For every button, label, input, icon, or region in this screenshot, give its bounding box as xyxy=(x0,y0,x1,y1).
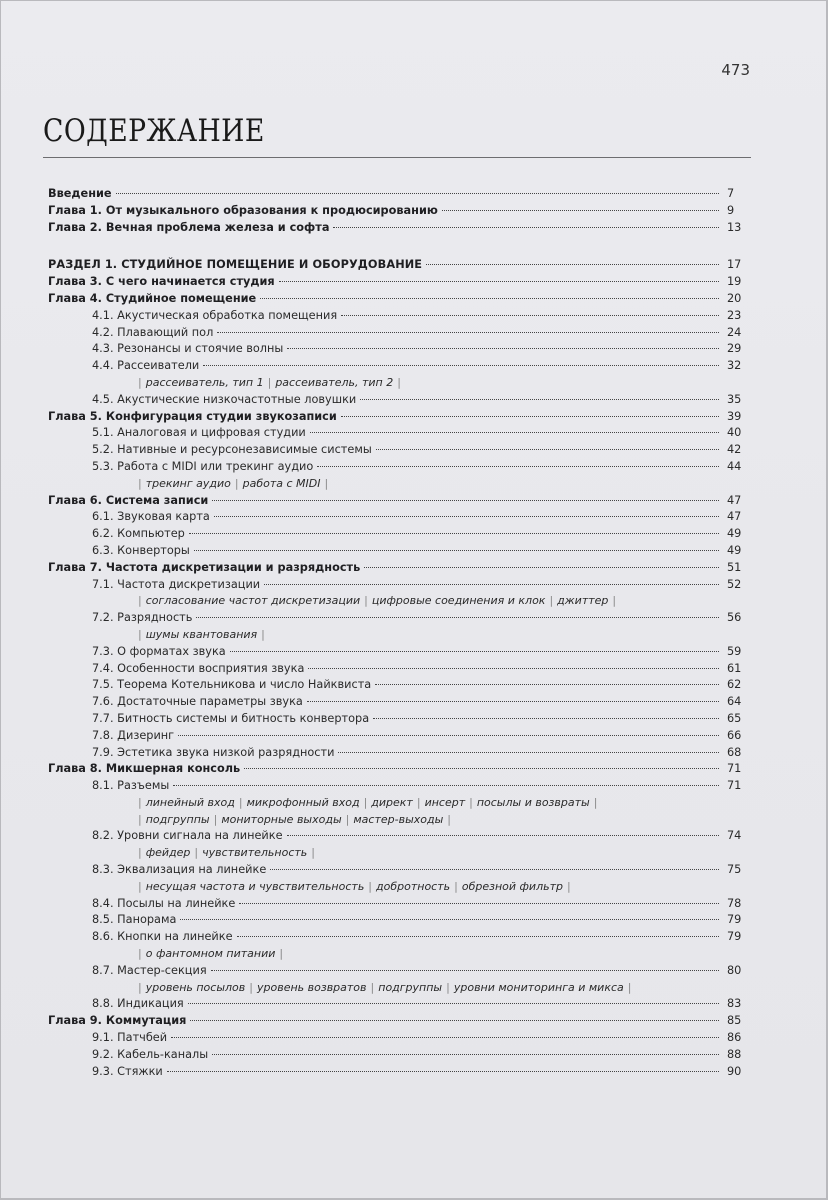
toc-entry-title: 4.4. Рассеиватели xyxy=(92,359,200,373)
dot-leader xyxy=(194,549,719,551)
toc-chapter-entry[interactable] xyxy=(48,291,751,308)
table-of-contents xyxy=(48,186,751,1080)
separator-bar: | xyxy=(612,594,617,608)
toc-entry-title: Глава 6. Система записи xyxy=(48,493,209,507)
toc-topic: несущая частота и чувствительность xyxy=(145,879,365,893)
separator-bar: | xyxy=(194,846,199,860)
dot-leader xyxy=(212,499,719,501)
toc-page-number: 86 xyxy=(727,1031,742,1045)
toc-topic: уровень возвратов xyxy=(256,980,367,994)
toc-topics-line xyxy=(48,946,751,963)
toc-entry-title: РАЗДЕЛ 1. СТУДИЙНОЕ ПОМЕЩЕНИЕ И ОБОРУДОВАНИЕ xyxy=(48,258,423,272)
separator-bar: | xyxy=(138,846,142,860)
toc-page-number: 47 xyxy=(727,493,742,507)
dot-leader xyxy=(212,1053,719,1055)
separator-bar: | xyxy=(397,375,401,389)
toc-page-number: 39 xyxy=(727,409,742,423)
separator-bar: | xyxy=(249,980,253,994)
separator-bar: | xyxy=(138,594,142,608)
toc-topic: мастер-выходы xyxy=(353,812,444,826)
dot-leader xyxy=(180,918,719,920)
separator-bar: | xyxy=(238,795,243,809)
toc-topic: уровни мониторинга и микса xyxy=(453,980,624,994)
toc-section-entry[interactable] xyxy=(48,896,751,913)
toc-section-entry[interactable] xyxy=(48,1064,751,1081)
dot-leader xyxy=(360,398,719,400)
toc-page-number: 19 xyxy=(727,275,742,289)
separator-bar: | xyxy=(267,375,272,389)
toc-page-number: 59 xyxy=(727,644,742,658)
toc-page-number: 23 xyxy=(727,308,742,322)
toc-section-entry[interactable] xyxy=(48,425,751,442)
toc-topic: о фантомном питании xyxy=(145,947,276,961)
dot-leader xyxy=(341,314,719,316)
toc-topic: цифровые соединения и клок xyxy=(371,594,546,608)
toc-page-number: 65 xyxy=(727,711,742,725)
toc-entry-title: 8.8. Индикация xyxy=(92,997,184,1011)
toc-entry-title: 4.1. Акустическая обработка помещения xyxy=(92,308,338,322)
dot-leader xyxy=(214,515,719,517)
toc-section-entry[interactable] xyxy=(48,694,751,711)
toc-chapter-entry[interactable] xyxy=(48,203,751,220)
toc-topic: подгруппы xyxy=(145,812,210,826)
toc-page-number: 74 xyxy=(727,829,742,843)
dot-leader xyxy=(190,1019,719,1021)
toc-section-entry[interactable] xyxy=(48,862,751,879)
toc-page-number: 24 xyxy=(727,325,742,339)
toc-topic: шумы квантования xyxy=(145,627,258,641)
page-title: СОДЕРЖАНИЕ xyxy=(43,113,265,149)
toc-page-number: 85 xyxy=(727,1014,742,1028)
dot-leader xyxy=(244,767,719,769)
toc-topic: джиттер xyxy=(557,594,609,608)
toc-topics-line xyxy=(48,627,751,644)
separator-bar: | xyxy=(416,795,421,809)
toc-page-number: 71 xyxy=(727,762,742,776)
toc-page-number: 40 xyxy=(727,426,742,440)
toc-entry-title: Глава 8. Микшерная консоль xyxy=(48,762,241,776)
toc-topics-line xyxy=(48,375,751,392)
toc-chapter-entry[interactable] xyxy=(48,409,751,426)
separator-bar: | xyxy=(368,879,373,893)
separator-bar: | xyxy=(213,812,218,826)
toc-entry-title: 8.1. Разъемы xyxy=(92,779,170,793)
toc-page-number: 78 xyxy=(727,896,742,910)
dot-leader xyxy=(270,868,719,870)
toc-page-number: 29 xyxy=(727,342,742,356)
toc-section-entry[interactable] xyxy=(48,442,751,459)
separator-bar: | xyxy=(566,879,571,893)
toc-page-number: 64 xyxy=(727,695,742,709)
toc-page-number: 88 xyxy=(727,1047,742,1061)
toc-topic: посылы и возвраты xyxy=(476,795,590,809)
dot-leader xyxy=(260,297,719,299)
toc-entry-title: 6.3. Конверторы xyxy=(92,543,190,557)
dot-leader xyxy=(333,226,719,228)
toc-section-entry[interactable] xyxy=(48,996,751,1013)
toc-page-number: 42 xyxy=(727,443,742,457)
dot-leader xyxy=(171,1036,719,1038)
dot-leader xyxy=(230,650,719,652)
toc-chapter-entry[interactable] xyxy=(48,761,751,778)
separator-bar: | xyxy=(454,879,458,893)
toc-section-entry[interactable] xyxy=(48,929,751,946)
dot-leader xyxy=(167,1070,719,1072)
dot-leader xyxy=(264,583,719,585)
dot-leader xyxy=(189,532,719,534)
toc-section-entry[interactable] xyxy=(48,610,751,627)
separator-bar: | xyxy=(363,795,368,809)
toc-page-number: 79 xyxy=(727,930,742,944)
toc-entry-title: Глава 1. От музыкального образования к продюсированию xyxy=(48,203,438,217)
toc-section-entry[interactable] xyxy=(48,728,751,745)
separator-bar: | xyxy=(370,980,375,994)
separator-bar: | xyxy=(446,980,450,994)
toc-page-number: 13 xyxy=(727,220,742,234)
toc-entry-title: 4.2. Плавающий пол xyxy=(92,325,214,339)
toc-section-entry[interactable] xyxy=(48,1030,751,1047)
toc-topics-line xyxy=(48,795,751,812)
separator-bar: | xyxy=(138,476,142,490)
toc-section-entry[interactable] xyxy=(48,912,751,929)
dot-leader xyxy=(442,209,719,211)
toc-page-number: 61 xyxy=(727,661,742,675)
separator-bar: | xyxy=(138,795,142,809)
separator-bar: | xyxy=(364,594,368,608)
toc-section-entry[interactable] xyxy=(48,661,751,678)
toc-chapter-entry[interactable] xyxy=(48,220,751,237)
toc-topics-line xyxy=(48,593,751,610)
toc-section-entry[interactable] xyxy=(48,677,751,694)
dot-leader xyxy=(373,717,719,719)
toc-topic: обрезной фильтр xyxy=(461,879,563,893)
separator-bar: | xyxy=(311,846,315,860)
separator-bar: | xyxy=(593,795,598,809)
toc-page-number: 9 xyxy=(727,203,735,217)
toc-topic: рассеиватель, тип 2 xyxy=(275,375,394,389)
toc-page-number: 52 xyxy=(727,577,742,591)
toc-page-number: 49 xyxy=(727,527,742,541)
toc-page-number: 47 xyxy=(727,510,742,524)
toc-entry-title: 4.3. Резонансы и стоячие волны xyxy=(92,342,284,356)
dot-leader xyxy=(279,280,719,282)
toc-topics-line xyxy=(48,476,751,493)
toc-entry-title: 7.1. Частота дискретизации xyxy=(92,577,261,591)
toc-topic: работа с MIDI xyxy=(242,476,321,490)
toc-topic: чувствительность xyxy=(202,846,308,860)
toc-section-entry[interactable] xyxy=(48,392,751,409)
dot-leader xyxy=(237,935,719,937)
toc-topic: инсерт xyxy=(424,795,466,809)
toc-topic: согласование частот дискретизации xyxy=(145,594,361,608)
toc-topic: микрофонный вход xyxy=(246,795,360,809)
toc-section-entry[interactable] xyxy=(48,543,751,560)
toc-section-entry[interactable] xyxy=(48,509,751,526)
toc-entry-title: 5.2. Нативные и ресурсонезависимые системы xyxy=(92,443,372,457)
toc-entry-title: Глава 2. Вечная проблема железа и софта xyxy=(48,220,330,234)
toc-topic: подгруппы xyxy=(378,980,443,994)
separator-bar: | xyxy=(469,795,473,809)
toc-entry-title: 7.3. О форматах звука xyxy=(92,644,226,658)
toc-topic: директ xyxy=(371,795,413,809)
separator-bar: | xyxy=(627,980,632,994)
toc-entry-title: 7.8. Дизеринг xyxy=(92,728,175,742)
toc-spacer xyxy=(48,236,751,257)
toc-part-entry[interactable] xyxy=(48,257,751,274)
toc-entry-title: Глава 3. С чего начинается студия xyxy=(48,275,275,289)
title-divider xyxy=(43,157,751,158)
toc-page-number: 83 xyxy=(727,997,742,1011)
toc-page-number: 51 xyxy=(727,560,742,574)
separator-bar: | xyxy=(447,812,452,826)
dot-leader xyxy=(203,364,719,366)
separator-bar: | xyxy=(324,476,329,490)
toc-entry-title: 7.4. Особенности восприятия звука xyxy=(92,661,305,675)
separator-bar: | xyxy=(138,879,142,893)
toc-entry-title: 9.2. Кабель-каналы xyxy=(92,1047,209,1061)
toc-topic: фейдер xyxy=(145,846,191,860)
dot-leader xyxy=(310,431,719,433)
toc-entry-title: 8.6. Кнопки на линейке xyxy=(92,930,233,944)
book-page xyxy=(1,1,826,1198)
separator-bar: | xyxy=(138,812,142,826)
toc-chapter-entry[interactable] xyxy=(48,493,751,510)
toc-entry-title: 6.2. Компьютер xyxy=(92,527,185,541)
toc-section-entry[interactable] xyxy=(48,711,751,728)
toc-page-number: 90 xyxy=(727,1064,742,1078)
toc-page-number: 35 xyxy=(727,392,742,406)
toc-topics-line xyxy=(48,980,751,997)
toc-chapter-entry[interactable] xyxy=(48,560,751,577)
toc-entry-title: 7.2. Разрядность xyxy=(92,611,193,625)
toc-topics-line xyxy=(48,879,751,896)
toc-topic: линейный вход xyxy=(145,795,235,809)
toc-page-number: 32 xyxy=(727,359,742,373)
toc-entry-title: 8.2. Уровни сигнала на линейке xyxy=(92,829,283,843)
toc-section-entry[interactable] xyxy=(48,459,751,476)
toc-topic: трекинг аудио xyxy=(145,476,231,490)
dot-leader xyxy=(308,667,719,669)
toc-entry-title: 7.5. Теорема Котельникова и число Найквиста xyxy=(92,678,372,692)
dot-leader xyxy=(341,415,719,417)
toc-entry-title: 8.5. Панорама xyxy=(92,913,177,927)
toc-page-number: 49 xyxy=(727,543,742,557)
separator-bar: | xyxy=(138,947,142,961)
toc-section-entry[interactable] xyxy=(48,1047,751,1064)
dot-leader xyxy=(178,734,719,736)
toc-entry-title: Введение xyxy=(48,187,112,200)
toc-topics-line xyxy=(48,845,751,862)
dot-leader xyxy=(239,902,719,904)
toc-page-number: 20 xyxy=(727,291,742,305)
separator-bar: | xyxy=(261,627,265,641)
toc-topic: добротность xyxy=(376,879,451,893)
dot-leader xyxy=(426,263,719,265)
toc-entry-title: Глава 4. Студийное помещение xyxy=(48,291,257,305)
toc-page-number: 68 xyxy=(727,745,742,759)
toc-entry-title: Глава 5. Конфигурация студии звукозаписи xyxy=(48,409,337,423)
toc-page-number: 56 xyxy=(727,611,742,625)
dot-leader xyxy=(338,751,719,753)
separator-bar: | xyxy=(279,947,284,961)
toc-page-number: 62 xyxy=(727,678,742,692)
toc-entry-title: Глава 9. Коммутация xyxy=(48,1014,187,1028)
toc-entry-title: 8.3. Эквализация на линейке xyxy=(92,863,267,877)
toc-entry-title: 5.1. Аналоговая и цифровая студии xyxy=(92,426,306,440)
toc-section-entry[interactable] xyxy=(48,325,751,342)
dot-leader xyxy=(307,700,719,702)
toc-page-number: 75 xyxy=(727,863,742,877)
separator-bar: | xyxy=(549,594,554,608)
toc-topic: уровень посылов xyxy=(145,980,246,994)
toc-entry-title: 8.4. Посылы на линейке xyxy=(92,896,236,910)
separator-bar: | xyxy=(138,627,142,641)
dot-leader xyxy=(217,331,719,333)
toc-page-number: 17 xyxy=(727,258,742,272)
dot-leader xyxy=(364,566,719,568)
toc-section-entry[interactable] xyxy=(48,358,751,375)
dot-leader xyxy=(287,834,719,836)
dot-leader xyxy=(317,465,719,467)
toc-page-number: 71 xyxy=(727,779,742,793)
dot-leader xyxy=(196,616,719,618)
toc-section-entry[interactable] xyxy=(48,745,751,762)
toc-entry-title: 7.7. Битность системы и битность конвертора xyxy=(92,711,370,725)
dot-leader xyxy=(188,1002,719,1004)
toc-chapter-entry[interactable] xyxy=(48,186,751,203)
toc-entry-title: 5.3. Работа с MIDI или трекинг аудио xyxy=(92,459,314,473)
dot-leader xyxy=(376,448,719,450)
separator-bar: | xyxy=(234,476,239,490)
toc-topics-line xyxy=(48,812,751,829)
toc-section-entry[interactable] xyxy=(48,341,751,358)
dot-leader xyxy=(211,969,719,971)
toc-entry-title: 7.9. Эстетика звука низкой разрядности xyxy=(92,745,335,759)
toc-entry-title: 4.5. Акустические низкочастотные ловушки xyxy=(92,392,357,406)
toc-topic: рассеиватель, тип 1 xyxy=(145,375,264,389)
separator-bar: | xyxy=(138,375,142,389)
page-number: 473 xyxy=(721,61,750,79)
toc-section-entry[interactable] xyxy=(48,308,751,325)
toc-section-entry[interactable] xyxy=(48,778,751,795)
toc-section-entry[interactable] xyxy=(48,828,751,845)
toc-page-number: 79 xyxy=(727,913,742,927)
toc-section-entry[interactable] xyxy=(48,526,751,543)
toc-entry-title: 6.1. Звуковая карта xyxy=(92,510,210,524)
toc-entry-title: 7.6. Достаточные параметры звука xyxy=(92,695,303,709)
separator-bar: | xyxy=(138,980,142,994)
toc-entry-title: 8.7. Мастер-секция xyxy=(92,963,207,977)
toc-entry-title: Глава 7. Частота дискретизации и разрядность xyxy=(48,560,361,574)
toc-page-number: 7 xyxy=(727,187,735,200)
toc-chapter-entry[interactable] xyxy=(48,1013,751,1030)
dot-leader xyxy=(116,192,719,194)
separator-bar: | xyxy=(345,812,350,826)
dot-leader xyxy=(375,683,719,685)
toc-entry-title: 9.1. Патчбей xyxy=(92,1031,168,1045)
toc-section-entry[interactable] xyxy=(48,577,751,594)
toc-chapter-entry[interactable] xyxy=(48,274,751,291)
toc-page-number: 44 xyxy=(727,459,742,473)
toc-topic: мониторные выходы xyxy=(221,812,342,826)
dot-leader xyxy=(173,784,719,786)
toc-page-number: 80 xyxy=(727,963,742,977)
toc-entry-title: 9.3. Стяжки xyxy=(92,1064,163,1078)
toc-section-entry[interactable] xyxy=(48,644,751,661)
toc-page-number: 66 xyxy=(727,728,742,742)
dot-leader xyxy=(287,347,719,349)
toc-section-entry[interactable] xyxy=(48,963,751,980)
